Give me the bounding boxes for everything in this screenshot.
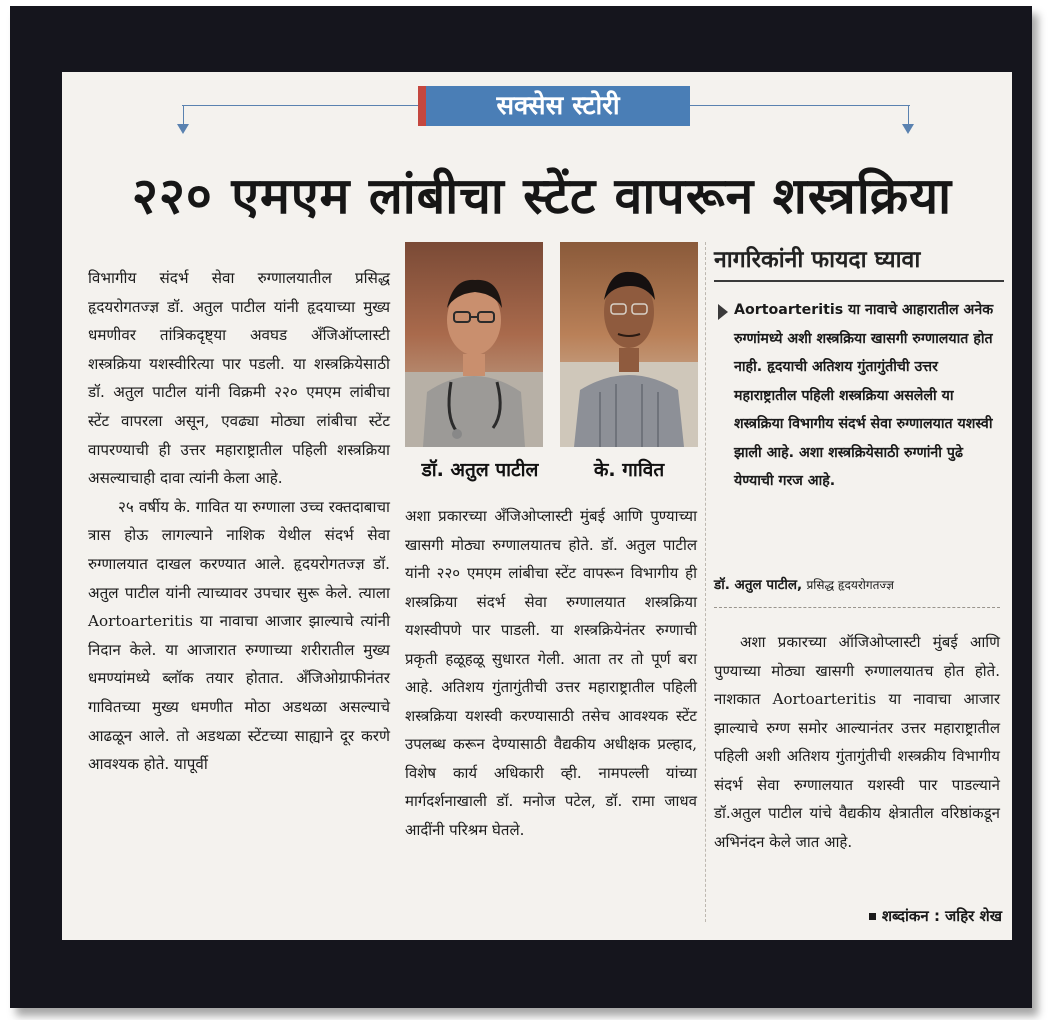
- article-paragraph: २५ वर्षीय के. गावित या रुग्णाला उच्च रक्तदाबाचा त्रास होऊ लागल्याने नाशिक येथील संदर्भ सेवा रुग्णालयात दाखल करण्यात आले. हृदयरोगतज्ज्ञ डॉ. अतुल पाटील यांनी त्याच्यावर उपचार सुरू केले. त्याला Aortoarteritis या नावाचा आजार झाल्याचे त्यांनी निदान केले. या आजारात रुग्णाच्या शरीरातील मुख्य धमण्यांमध्ये ब्लॉक तयार होतात. अँजिओग्राफीनंतर गावितच्या मुख्य धमणीत मोठा अडथळा असल्याचे आढळून आले. तो अडथळा स्टेंटच्या साह्याने दूर करणे आवश्यक होते. यापूर्वी: [88, 497, 390, 774]
- banner-guide-left-drop: [183, 105, 184, 125]
- article-column-3: अशा प्रकारच्या ऑजिओप्लास्टी मुंबई आणि पुण्याच्या मोठ्या खासगी रुग्णालयातच होत होते. नाशकात Aortoarteritis या नावाचा आजार झाल्याचे रुग्ण समोर आल्यानंतर उत्तर महाराष्ट्रातील पहिली अशी अतिशय गुंतागुंतीची शस्त्रक्रीय विभागीय संदर्भ सेवा रुग्णालयात यशस्वी पार पाडल्याने डॉ.अतुल पाटील यांचे वैद्यकीय क्षेत्रातील वरिष्ठांकडून अभिनंदन केले जात आहे.: [714, 633, 1000, 851]
- credit-text: शब्दांकन : जहिर शेख: [881, 907, 1002, 925]
- byline-role: प्रसिद्ध हृदयरोगतज्ज्ञ: [806, 578, 895, 592]
- banner-guide-right-drop: [908, 105, 909, 125]
- byline-name: डॉ. अतुल पाटील,: [714, 577, 803, 593]
- quote-byline: [714, 571, 1000, 599]
- sidebar-subheading: नागरिकांनी फायदा घ्यावा: [714, 240, 1004, 282]
- patient-photo: [560, 242, 698, 447]
- column-divider: [705, 242, 706, 922]
- sidebar-quote: [714, 296, 1000, 496]
- newspaper-clipping: [62, 72, 1012, 940]
- photo-caption-patient: के. गावित: [593, 459, 665, 481]
- doctor-portrait-illustration: [405, 242, 543, 447]
- headline: २२० एमएम लांबीचा स्टेंट वापरून शस्त्रक्रिया: [131, 167, 953, 225]
- arrow-down-icon: [902, 124, 914, 134]
- square-bullet-icon: [869, 913, 876, 920]
- sidebar-divider: [714, 607, 1000, 608]
- author-credit: [822, 902, 1002, 930]
- quote-text: Aortoarteritis या नावाचे आहारातील अनेक रुग्णांमध्ये अशी शस्त्रक्रिया खासगी रुग्णालयात होत नाही. हृदयाची अतिशय गुंतागुंतीची उत्तर महाराष्ट्रातील पहिली शस्त्रक्रिया असलेली या शस्त्रक्रिया विभागीय संदर्भ सेवा रुग्णालयात यशस्वी झाली आहे. अशा शस्त्रक्रियेसाठी रुग्णांनी पुढे येण्याची गरज आहे.: [734, 302, 994, 489]
- photo-caption-doctor: डॉ. अतुल पाटील: [421, 459, 539, 481]
- banner-guide-right: [690, 105, 910, 106]
- patient-portrait-illustration: [560, 242, 698, 447]
- doctor-photo: [405, 242, 543, 447]
- section-banner: सक्सेस स्टोरी: [418, 86, 690, 126]
- article-column-1: [88, 264, 390, 779]
- arrow-down-icon: [177, 124, 189, 134]
- photo-group: [405, 242, 697, 522]
- article-paragraph: विभागीय संदर्भ सेवा रुग्णालयातील प्रसिद्ध हृदयरोगतज्ज्ञ डॉ. अतुल पाटील यांनी हृदयाच्या मुख्य धमणीवर तांत्रिकदृष्ट्या अवघड अँजिऑप्लास्टी शस्त्रक्रिया यशस्वीरित्या पार पडली. या शस्त्रक्रियेसाठी डॉ. अतुल पाटील यांनी विक्रमी २२० एमएम लांबीचा स्टेंट वापरला असून, एवढ्या मोठ्या लांबीचा स्टेंट वापरण्याची ही उत्तर महाराष्ट्रातील पहिली शस्त्रक्रिया असल्याचाही दावा त्यांनी केला आहे.: [88, 269, 390, 488]
- article-column-2: अशा प्रकारच्या अँजिओप्लास्टी मुंबई आणि पुण्याच्या खासगी मोठ्या रुग्णालयातच होते. डॉ. अतुल पाटील यांनी २२० एमएम लांबीचा स्टेंट वापरून विभागीय ही शस्त्रक्रिया संदर्भ सेवा रुग्णालयात शस्त्रक्रिया यशस्वीपणे पार पाडली. या शस्त्रक्रियेनंतर रुग्णाची प्रकृती हळूहळू सुधारत गेली. आता तर तो पूर्ण बरा आहे. अतिशय गुंतागुंतीची उत्तर महाराष्ट्रातील पहिली शस्त्रक्रिया यशस्वी करण्यासाठी तसेच आवश्यक स्टेंट उपलब्ध करून देण्यासाठी वैद्यकीय अधीक्षक प्रल्हाद, विशेष कार्य अधिकारी व्ही. नामपल्ली यांच्या मार्गदर्शनाखाली डॉ. मनोज पटेल, डॉ. रामा जाधव आदींनी परिश्रम घेतले.: [405, 507, 697, 839]
- banner-guide-left: [182, 105, 418, 106]
